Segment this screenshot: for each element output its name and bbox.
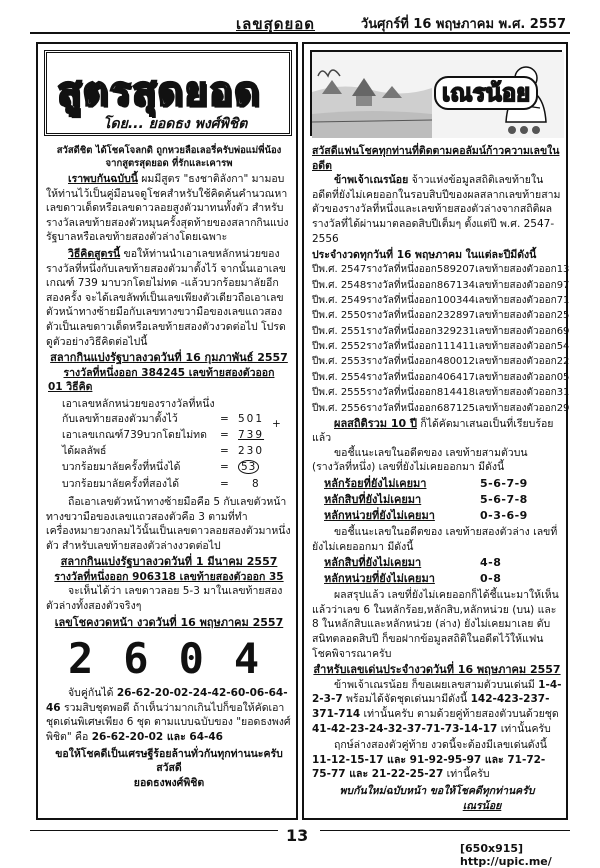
left-p1-text: ผมมีสูตร "ธงชาติลังกา" มามอบให้ท่านไว้เป็นคู่มือนจดูโชคสำหรับใช้คิดค้นคำนวณหาเลขดาวเด็ดหรือเลขดาวลอยสูงตัวมาทนทั้งตัว สำหรับรางวัลเลขท้ายสองตัวหมุนครั้งสุดท้ายของสลากกินแบ่งรัฐบาลหรือเลขท้ายสองตัวล่างโดยเฉพาะ: [46, 173, 289, 244]
first-prize-cell: 589207: [436, 264, 476, 276]
year-cell: ปีพ.ศ. 2552: [312, 341, 367, 353]
p5-text: ฤกษ์ล่างสองตัวคู่ท้าย งวดนี้จะต้องมีเลขเด่นดังนี้: [334, 739, 547, 752]
left-pairs-paragraph: [46, 686, 292, 744]
calc-label: บวกร้อยมาลัยครั้งที่หนึ่งได้: [62, 460, 181, 473]
year-cell: ปีพ.ศ. 2549: [312, 294, 367, 306]
pairs-tail: รวมสิบชุดพอดี ถ้าเห็นว่ามากเกินไปก็ขอให้คัดเอาชุดเด่นพิเศษเพียง 6 ชุด ตามแบบฉบับของ "ยอดธงพงศ์พิชิต" คือ: [46, 701, 291, 744]
right-body: [312, 144, 570, 813]
last-two-cell: 25: [556, 310, 570, 322]
left-closing-2: สวัสดี: [156, 762, 182, 775]
left-byline: โดย... ยอดธง พงศ์พิชิต: [103, 116, 248, 132]
table-row: [312, 340, 569, 355]
year-cell: ปีพ.ศ. 2555: [312, 387, 367, 399]
year-cell: ปีพ.ศ. 2548: [312, 279, 367, 291]
circled-number: 53: [238, 460, 259, 474]
first-prize-cell: 406417: [436, 371, 476, 383]
left-example2-title: สลากกินแบ่งรัฐบาลงวดวันที่ 1 มีนาคม 2557: [60, 555, 278, 569]
table-row: [312, 278, 569, 293]
left-example1-result: รางวัลที่หนึ่งออก 384245 เลขท้ายสองตัวออก: [63, 366, 275, 379]
calc-label: เอาเลขหลักหน่วยของรางวัลที่หนึ่ง: [62, 397, 215, 410]
left-p2-lead: วิธีคิดสูตรนี้: [68, 247, 121, 260]
left-paragraph-4: จะเห็นได้ว่า เลขดาวลอย 5-3 มาในเลขท้ายสองตัวล่างทั้งสองตัวจริงๆ: [46, 585, 283, 613]
last-two-cell: 05: [556, 371, 570, 383]
pairs-list-1: 26-62-20-02-24-42-60-06-64-46: [46, 687, 288, 714]
calc-row: [48, 397, 288, 411]
calc-plus-sign: +: [272, 417, 281, 430]
right-title-banner: [310, 50, 562, 136]
last-two-cell: 69: [556, 325, 570, 337]
label2-cell: เลขท้ายสองตัวออก: [475, 387, 557, 399]
table-row: [312, 355, 569, 370]
list-item: [324, 493, 562, 509]
label2-cell: เลขท้ายสองตัวออก: [475, 264, 557, 276]
year-cell: ปีพ.ศ. 2554: [312, 371, 367, 383]
right-intro: [312, 173, 562, 246]
calc-value: 8: [252, 477, 261, 490]
right-signature: เณรน้อย: [462, 799, 502, 812]
year-cell: ปีพ.ศ. 2553: [312, 356, 367, 368]
last-two-cell: 71: [556, 294, 570, 306]
left-paragraph-2: [46, 247, 292, 349]
right-intro-lead: ข้าพเจ้าเณรน้อย: [334, 174, 409, 187]
label-cell: รางวัลที่หนึ่งออก: [366, 387, 437, 399]
last-two-cell: 29: [556, 402, 570, 414]
last-two-cell: 13: [556, 264, 570, 276]
p4-numbers: 1-4-2-3-7: [312, 678, 562, 706]
calc-value: 230: [238, 444, 265, 457]
first-prize-cell: 480012: [436, 356, 476, 368]
calc-label: เอาเลขเกณฑ์739บวกโดยไม่ทด: [62, 428, 207, 441]
label-cell: รางวัลที่หนึ่งออก: [366, 371, 437, 383]
first-prize-cell: 100344: [436, 294, 476, 306]
table-row: [312, 309, 569, 324]
last-two-cell: 22: [556, 356, 570, 368]
label2-cell: เลขท้ายสองตัวออก: [475, 371, 557, 383]
p4-mid2: เท่านั้นครับ ตามด้วยคู่ท้ายสองตัวบนด้วยชุด: [363, 707, 559, 720]
calc-equals: =: [220, 444, 229, 457]
left-example2-result: รางวัลที่หนึ่งออก 906318 เลขท้ายสองตัวออก 35: [54, 570, 284, 583]
first-prize-cell: 867134: [436, 279, 476, 291]
list-key: หลักหน่วยที่ยังไม่เคยมา: [324, 572, 435, 586]
pairs-lead: จับคู่กันได้: [68, 687, 114, 700]
p4-text: ข้าพเจ้าเณรน้อย ก็ขอเผยเลขสามตัวบนเด่นมี: [334, 678, 535, 691]
first-prize-cell: 687125: [436, 402, 476, 414]
left-next-draw-title: เลขโชคงวดหน้า งวดวันที่ 16 พฤษภาคม 2557: [54, 615, 284, 629]
calc-equals: =: [220, 428, 229, 441]
right-paragraph-5: [312, 738, 562, 782]
year-cell: ปีพ.ศ. 2551: [312, 325, 367, 337]
list-value: 5-6-7-8: [480, 493, 528, 507]
right-paragraph-3: ผลสรุปแล้ว เลขที่ยังไม่เคยออกก็ได้ชี้แนะมาให้เห็นแล้วว่าเลข 6 ในหลักร้อย,หลักสิบ,หลักหน่วย (บน) และ 8 ในหลักสิบและหลักหน่วย (ล่าง) ยังไม่เคยมาเลย ดับสนิทตลอดสิบปี ก็ขอฝากข้อมูลสถิติในอดีตไว้ให้แฟนโชคพิจารณาครับ: [312, 589, 559, 660]
label2-cell: เลขท้ายสองตัวออก: [475, 279, 557, 291]
calc-label: บวกร้อยมาลัยครั้งที่สองได้: [62, 477, 180, 490]
calc-equals: =: [220, 477, 229, 490]
left-closing-3: ยอดธงพงศ์พิชิต: [133, 776, 205, 789]
right-intro-heading: สวัสดีแฟนโชคทุกท่านที่ติดตามคอลัมน์ก้าวความเลขในอดีต: [312, 145, 560, 172]
left-paragraph-1: [46, 172, 292, 245]
label-cell: รางวัลที่หนึ่งออก: [366, 279, 437, 291]
masthead: เลขสุดยอด: [236, 15, 316, 33]
right-intro-text: จ้าวแห่งข้อมูลสถิติเลขท้ายในอดีตที่ยังไม่เคยออกในรอบสิบปีของผลสลากเลขท้ายสามตัวของรางวัลที่หนึ่งและเลขท้ายสองตัวล่างจากสถิติผลรางวัลที่ได้ผ่านมาตลอดสิบปีเต็มๆ ตั้งแต่ปี พ.ศ. 2547-2556: [312, 174, 561, 245]
left-paragraph-3: ถือเอาเลขตัวหน้าทางซ้ายมือคือ 5 กับเลขตัวหน้าทางขวามือของเลขแถวสองตัวคือ 3 ตามที่ทำเครื่องหมายวงกลมไว้นั้นเป็นเลขดาวลอยสองตัวมาหนึ่งตัว สำหรับเลขท้ายสองตัวล่างงวดต่อไป: [46, 495, 291, 552]
list-value: 0-3-6-9: [480, 509, 528, 523]
table-row: [312, 401, 569, 416]
summary-text: ก็ได้คัดมาเสนอเป็นที่เรียบร้อยแล้ว: [312, 417, 554, 445]
right-title: เณรน้อย: [434, 76, 538, 110]
right-closing: พบกันใหม่ฉบับหน้า ขอให้โชคดีทุกท่านครับ: [339, 784, 535, 797]
calc-label: กับเลขท้ายสองตัวมาตั้งไว้: [62, 412, 178, 425]
label-cell: รางวัลที่หนึ่งออก: [366, 356, 437, 368]
label2-cell: เลขท้ายสองตัวออก: [475, 325, 557, 337]
year-cell: ปีพ.ศ. 2550: [312, 310, 367, 322]
missing-digits-upper: [324, 477, 562, 525]
lucky-number: 2604: [68, 634, 290, 684]
table-row: [312, 294, 569, 309]
last-two-cell: 31: [556, 387, 570, 399]
last-two-cell: 97: [556, 279, 570, 291]
list-key: หลักสิบที่ยังไม่เคยมา: [324, 493, 422, 507]
label-cell: รางวัลที่หนึ่งออก: [366, 310, 437, 322]
calc-row: [48, 477, 288, 491]
results-table: [312, 263, 569, 417]
left-greeting-1: สวัสดีชิต ได้โชคโจลกดิ ถูกหวยลือเลอรี่ครับพ่อแม่พี่น้อง: [56, 145, 282, 156]
list-value: 0-8: [480, 572, 502, 586]
table-row: [312, 386, 569, 401]
label2-cell: เลขท้ายสองตัวออก: [475, 356, 557, 368]
p4-tail: เท่านั้นครับ: [500, 722, 551, 735]
right-paragraph-1: ขอชี้แนะเลขในอดีตของ เลขท้ายสามตัวบน (รางวัลที่หนึ่ง) เลขที่ยังไม่เคยออกมา มีดังนี้: [312, 446, 528, 474]
calc-row: [48, 444, 288, 458]
watermark: [650x915] http://upic.me/: [460, 842, 552, 868]
calc-equals: =: [220, 412, 229, 425]
label-cell: รางวัลที่หนึ่งออก: [366, 264, 437, 276]
first-prize-cell: 232897: [436, 310, 476, 322]
label2-cell: เลขท้ายสองตัวออก: [475, 294, 557, 306]
left-body: [46, 144, 292, 790]
left-calculation: [46, 397, 292, 495]
list-item: [324, 509, 562, 525]
left-example1-title: สลากกินแบ่งรัฐบาลงวดวันที่ 16 กุมภาพันธ์ 2557: [50, 351, 288, 365]
missing-digits-lower: [324, 556, 562, 588]
issue-date: วันศุกร์ที่ 16 พฤษภาคม พ.ศ. 2557: [360, 17, 566, 32]
label2-cell: เลขท้ายสองตัวออก: [475, 402, 557, 414]
label-cell: รางวัลที่หนึ่งออก: [366, 402, 437, 414]
list-item: [324, 556, 562, 572]
right-paragraph-4: [312, 678, 562, 736]
p4-sets: 142-423-237-371-714: [312, 693, 550, 720]
year-cell: ปีพ.ศ. 2556: [312, 402, 367, 414]
page-header: [30, 10, 570, 34]
table-row: [312, 370, 569, 385]
list-value: 5-6-7-9: [480, 477, 528, 491]
p4-mid: พร้อมได้จัดชุดเด่นมามีดังนี้: [345, 693, 468, 706]
calc-row: [48, 412, 288, 426]
left-column: [36, 42, 298, 820]
right-column: [302, 42, 568, 820]
calc-row: [48, 428, 288, 442]
label2-cell: เลขท้ายสองตัวออก: [475, 310, 557, 322]
label-cell: รางวัลที่หนึ่งออก: [366, 294, 437, 306]
calc-equals: =: [220, 460, 229, 473]
last-two-cell: 54: [556, 341, 570, 353]
calc-label: ได้ผลลัพธ์: [62, 444, 107, 457]
right-next-draw-title: สำหรับเลขเด่นประจำงวดวันที่ 16 พฤษภาคม 2557: [313, 663, 561, 677]
footer-rule-right: [320, 830, 570, 831]
left-title-banner: [44, 50, 292, 136]
list-value: 4-8: [480, 556, 502, 570]
list-key: หลักหน่วยที่ยังไม่เคยมา: [324, 509, 435, 523]
label-cell: รางวัลที่หนึ่งออก: [366, 341, 437, 353]
table-row: [312, 324, 569, 339]
year-cell: ปีพ.ศ. 2547: [312, 264, 367, 276]
left-p2-text: ขอให้ท่านนำเอาเลขหลักหน่วยของรางวัลที่หนึ่งกับเลขท้ายสองตัวมาตั้งไว้ จากนั้นเอาเลขเกณฑ์ 739 มาบวกโดยไม่ทด -แล้วบวกร้อยมาลัยอีกสองครั้ง จะได้เลขลัพท์เป็นเลขเพียงตัวเดียวถือเอาเลขตัวหน้าทางซ้ายมือกับเลขทางขวามือของเลขแถวสองตัวเป็นเลขดาวเด็ดหรือเลขท้ายสองตัวงวดต่อไป โปรดดูตัวอย่างวิธีคิดต่อไปนี้: [46, 247, 286, 348]
p5-tail: เท่านี้ครับ: [446, 768, 490, 781]
first-prize-cell: 329231: [436, 325, 476, 337]
right-summary: [312, 417, 562, 446]
right-table-title: ประจำงวดทุกวันที่ 16 พฤษภาคม ในแต่ละปีมีดังนี้: [312, 249, 537, 262]
first-prize-cell: 814418: [436, 387, 476, 399]
label2-cell: เลขท้ายสองตัวออก: [475, 341, 557, 353]
left-p1-lead: เราพบกันฉบับนี้: [68, 173, 138, 185]
calc-value: 739: [238, 428, 265, 441]
left-example1-method: 01 วิธีคิด: [48, 381, 93, 394]
label-cell: รางวัลที่หนึ่งออก: [366, 325, 437, 337]
p5-numbers: 11-12-15-17 และ 91-92-95-97 และ 71-72-75-77 และ 21-22-25-27: [312, 753, 546, 781]
calc-value-circled: [238, 460, 259, 475]
table-row: [312, 263, 569, 278]
list-item: [324, 477, 562, 493]
summary-lead: ผลสถิติรวม 10 ปี: [334, 416, 417, 430]
list-item: [324, 572, 562, 588]
calc-value: 501: [238, 412, 265, 425]
left-title: สูตรสุดยอด: [57, 68, 261, 115]
calc-row: [48, 460, 288, 474]
list-key: หลักสิบที่ยังไม่เคยมา: [324, 556, 422, 570]
left-greeting-2: จากสูตรสุดยอด ที่รักและเคารพ: [105, 158, 233, 169]
page-number: 13: [286, 826, 309, 845]
list-key: หลักร้อยที่ยังไม่เคยมา: [324, 477, 427, 491]
pairs-list-2: 26-62-20-02 และ 64-46: [91, 731, 223, 744]
first-prize-cell: 111411: [436, 341, 476, 353]
left-closing-1: ขอให้โชคดีเป็นเศรษฐีร้อยล้านทั่วกันทุกท่านนะครับ: [55, 747, 283, 760]
footer-rule-left: [30, 830, 278, 831]
right-paragraph-2: ขอชี้แนะเลขในอดีตของ เลขท้ายสองตัวล่าง เลขที่ยังไม่เคยออกมา มีดังนี้: [312, 526, 558, 553]
p4-pairs: 41-42-23-24-32-37-71-73-14-17: [312, 722, 498, 735]
